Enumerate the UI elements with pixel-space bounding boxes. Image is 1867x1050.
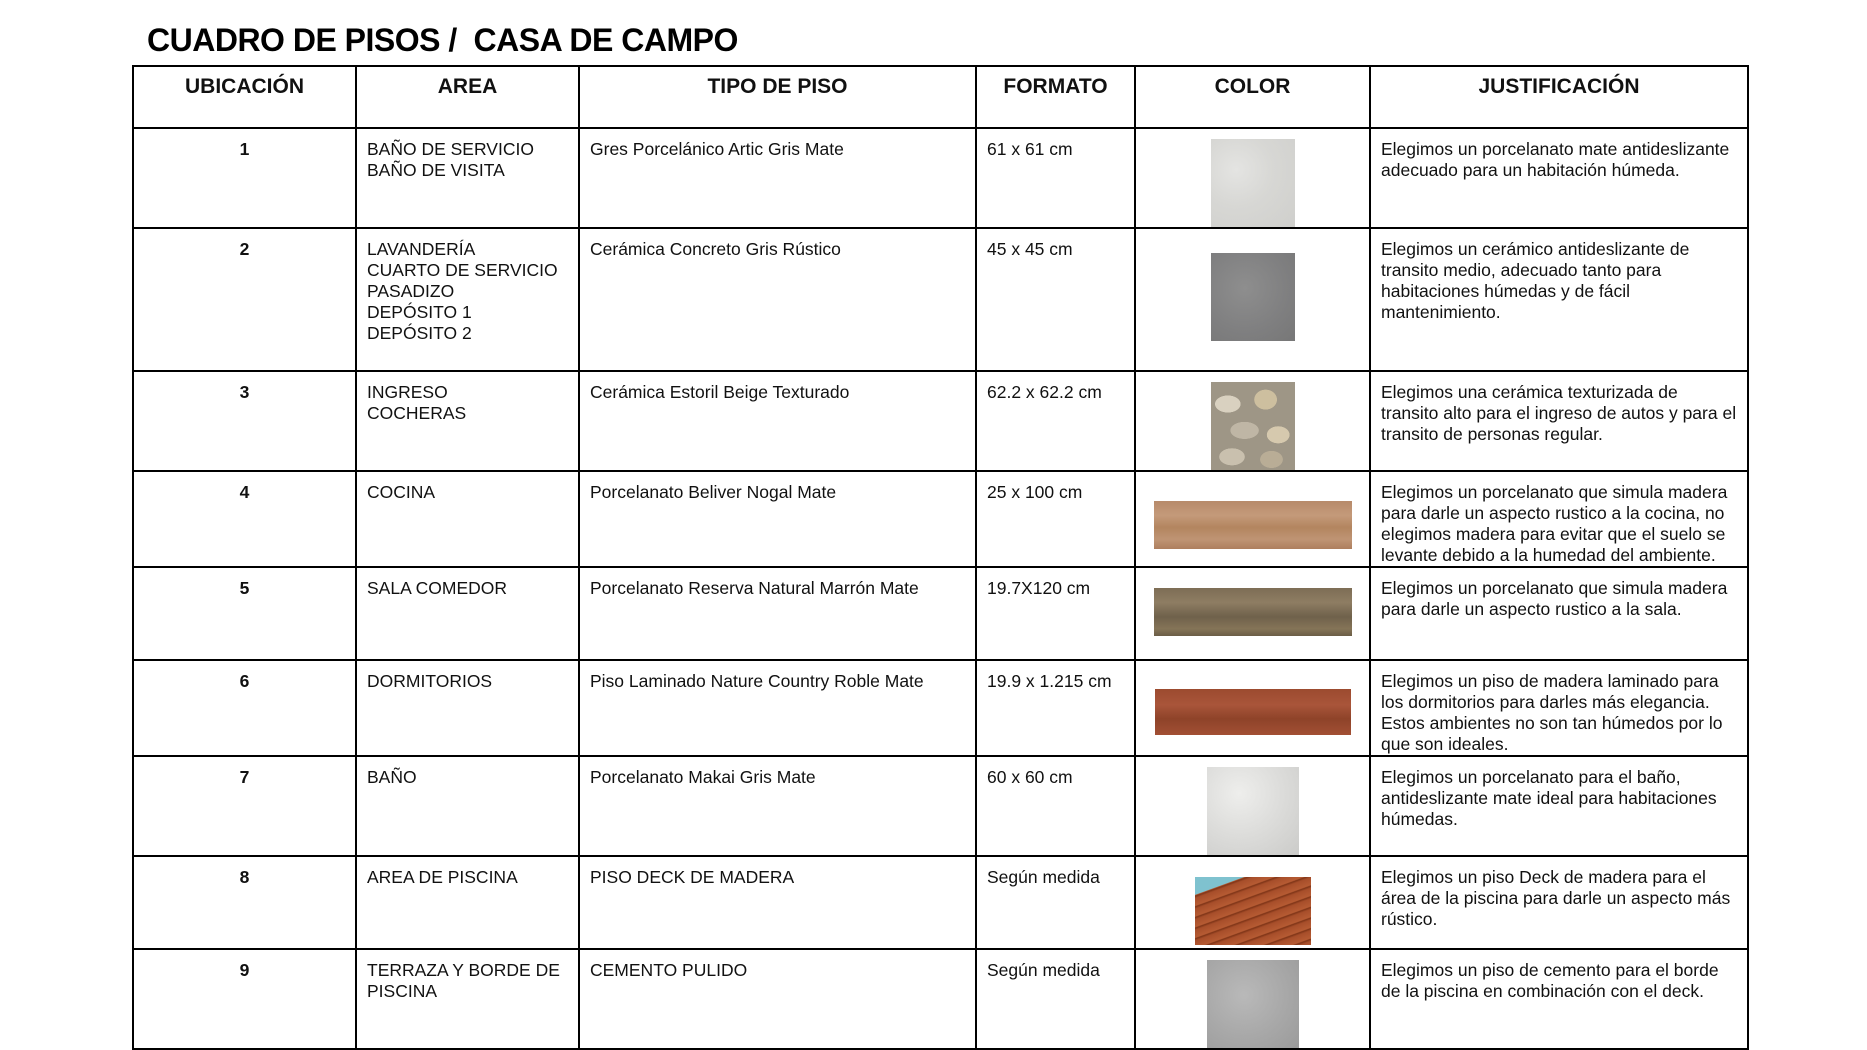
page-title: CUADRO DE PISOS / CASA DE CAMPO — [147, 22, 738, 58]
row-area: SALA COMEDOR — [356, 567, 579, 660]
header-area: AREA — [356, 66, 579, 128]
tile-swatch-image — [1155, 689, 1351, 735]
row-area: BAÑO DE SERVICIO BAÑO DE VISITA — [356, 128, 579, 228]
row-color — [1135, 949, 1370, 1049]
row-area: DORMITORIOS — [356, 660, 579, 756]
row-justificacion: Elegimos un porcelanato mate antideslizante adecuado para un habitación húmeda. — [1370, 128, 1748, 228]
row-number: 4 — [133, 471, 356, 567]
row-number: 9 — [133, 949, 356, 1049]
row-color — [1135, 756, 1370, 856]
table-row — [133, 756, 1748, 856]
row-color — [1135, 128, 1370, 228]
row-number: 5 — [133, 567, 356, 660]
row-tipo: Piso Laminado Nature Country Roble Mate — [579, 660, 976, 756]
row-number: 2 — [133, 228, 356, 371]
row-justificacion: Elegimos un porcelanato que simula madera para darle un aspecto rustico a la sala. — [1370, 567, 1748, 660]
row-tipo: Porcelanato Makai Gris Mate — [579, 756, 976, 856]
row-number: 7 — [133, 756, 356, 856]
row-area: BAÑO — [356, 756, 579, 856]
row-formato: Según medida — [976, 949, 1135, 1049]
tile-swatch-image — [1211, 382, 1295, 470]
tile-swatch-image — [1211, 139, 1295, 227]
row-tipo: Gres Porcelánico Artic Gris Mate — [579, 128, 976, 228]
row-formato: 61 x 61 cm — [976, 128, 1135, 228]
table-row — [133, 128, 1748, 228]
row-justificacion: Elegimos un porcelanato que simula madera para darle un aspecto rustico a la cocina, no elegimos madera para evitar que el suelo se levante debido a la humedad del ambiente. — [1370, 471, 1748, 567]
table-row — [133, 949, 1748, 1049]
table-row — [133, 567, 1748, 660]
floors-table — [132, 65, 1749, 1050]
row-formato: 62.2 x 62.2 cm — [976, 371, 1135, 471]
row-number: 8 — [133, 856, 356, 949]
tile-swatch-image — [1154, 588, 1352, 636]
row-color — [1135, 856, 1370, 949]
header-justificacion: JUSTIFICACIÓN — [1370, 66, 1748, 128]
row-number: 6 — [133, 660, 356, 756]
row-tipo: PISO DECK DE MADERA — [579, 856, 976, 949]
header-color: COLOR — [1135, 66, 1370, 128]
tile-swatch-image — [1195, 877, 1311, 945]
header-tipo-de-piso: TIPO DE PISO — [579, 66, 976, 128]
row-area: INGRESO COCHERAS — [356, 371, 579, 471]
row-formato: 19.9 x 1.215 cm — [976, 660, 1135, 756]
table-row — [133, 660, 1748, 756]
row-area: COCINA — [356, 471, 579, 567]
table-row — [133, 856, 1748, 949]
table-row — [133, 228, 1748, 371]
row-formato: 60 x 60 cm — [976, 756, 1135, 856]
table-header-row — [133, 66, 1748, 128]
tile-swatch-image — [1211, 253, 1295, 341]
row-formato: 25 x 100 cm — [976, 471, 1135, 567]
row-justificacion: Elegimos una cerámica texturizada de transito alto para el ingreso de autos y para el transito de personas regular. — [1370, 371, 1748, 471]
tile-swatch-image — [1207, 767, 1299, 855]
row-area: TERRAZA Y BORDE DE PISCINA — [356, 949, 579, 1049]
row-formato: Según medida — [976, 856, 1135, 949]
row-justificacion: Elegimos un porcelanato para el baño, antideslizante mate ideal para habitaciones húmedas. — [1370, 756, 1748, 856]
row-number: 1 — [133, 128, 356, 228]
row-formato: 45 x 45 cm — [976, 228, 1135, 371]
row-tipo: Cerámica Concreto Gris Rústico — [579, 228, 976, 371]
row-tipo: Porcelanato Beliver Nogal Mate — [579, 471, 976, 567]
row-color — [1135, 228, 1370, 371]
row-color — [1135, 471, 1370, 567]
row-number: 3 — [133, 371, 356, 471]
row-area: AREA DE PISCINA — [356, 856, 579, 949]
table-row — [133, 471, 1748, 567]
row-color — [1135, 567, 1370, 660]
row-tipo: Cerámica Estoril Beige Texturado — [579, 371, 976, 471]
row-tipo: CEMENTO PULIDO — [579, 949, 976, 1049]
row-color — [1135, 371, 1370, 471]
row-tipo: Porcelanato Reserva Natural Marrón Mate — [579, 567, 976, 660]
header-formato: FORMATO — [976, 66, 1135, 128]
table-row — [133, 371, 1748, 471]
tile-swatch-image — [1207, 960, 1299, 1048]
row-justificacion: Elegimos un piso Deck de madera para el área de la piscina para darle un aspecto más rústico. — [1370, 856, 1748, 949]
row-justificacion: Elegimos un piso de madera laminado para los dormitorios para darles más elegancia. Estos ambientes no son tan húmedos por lo que son ideales. — [1370, 660, 1748, 756]
tile-swatch-image — [1154, 501, 1352, 549]
row-formato: 19.7X120 cm — [976, 567, 1135, 660]
header-ubicacion: UBICACIÓN — [133, 66, 356, 128]
row-area: LAVANDERÍA CUARTO DE SERVICIO PASADIZO DEPÓSITO 1 DEPÓSITO 2 — [356, 228, 579, 371]
row-color — [1135, 660, 1370, 756]
row-justificacion: Elegimos un piso de cemento para el borde de la piscina en combinación con el deck. — [1370, 949, 1748, 1049]
row-justificacion: Elegimos un cerámico antideslizante de transito medio, adecuado tanto para habitaciones húmedas y de fácil mantenimiento. — [1370, 228, 1748, 371]
